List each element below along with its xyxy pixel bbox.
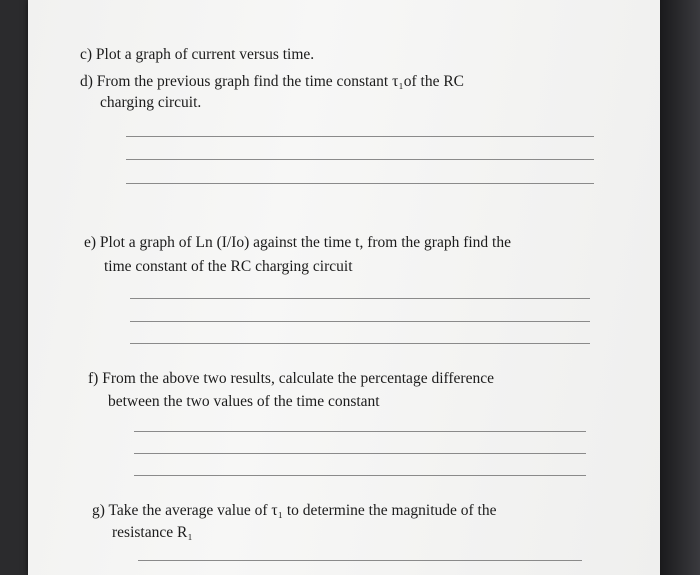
answer-line — [130, 343, 590, 344]
answer-line — [126, 136, 594, 137]
answer-line — [138, 560, 582, 561]
background-edge — [660, 0, 700, 575]
question-g-line1: g) Take the average value of τ₁ to determine the magnitude of the — [92, 502, 497, 519]
answer-line — [134, 431, 586, 432]
question-d-line1: d) From the previous graph find the time constant τ₁of the RC — [80, 73, 464, 90]
question-e-line1: e) Plot a graph of Ln (I/Io) against the time t, from the graph find the — [84, 234, 511, 251]
question-c: c) Plot a graph of current versus time. — [80, 46, 315, 63]
answer-line — [134, 453, 586, 454]
question-d-line2: charging circuit. — [100, 94, 202, 111]
question-g-line2: resistance R₁ — [112, 524, 193, 541]
answer-line — [130, 321, 590, 322]
worksheet-page — [28, 0, 660, 575]
answer-line — [126, 183, 594, 184]
question-f-line1: f) From the above two results, calculate the percentage difference — [88, 370, 494, 387]
question-f-line2: between the two values of the time constant — [108, 393, 380, 410]
question-e-line2: time constant of the RC charging circuit — [104, 258, 353, 275]
answer-line — [134, 475, 586, 476]
answer-line — [130, 298, 590, 299]
answer-line — [126, 159, 594, 160]
